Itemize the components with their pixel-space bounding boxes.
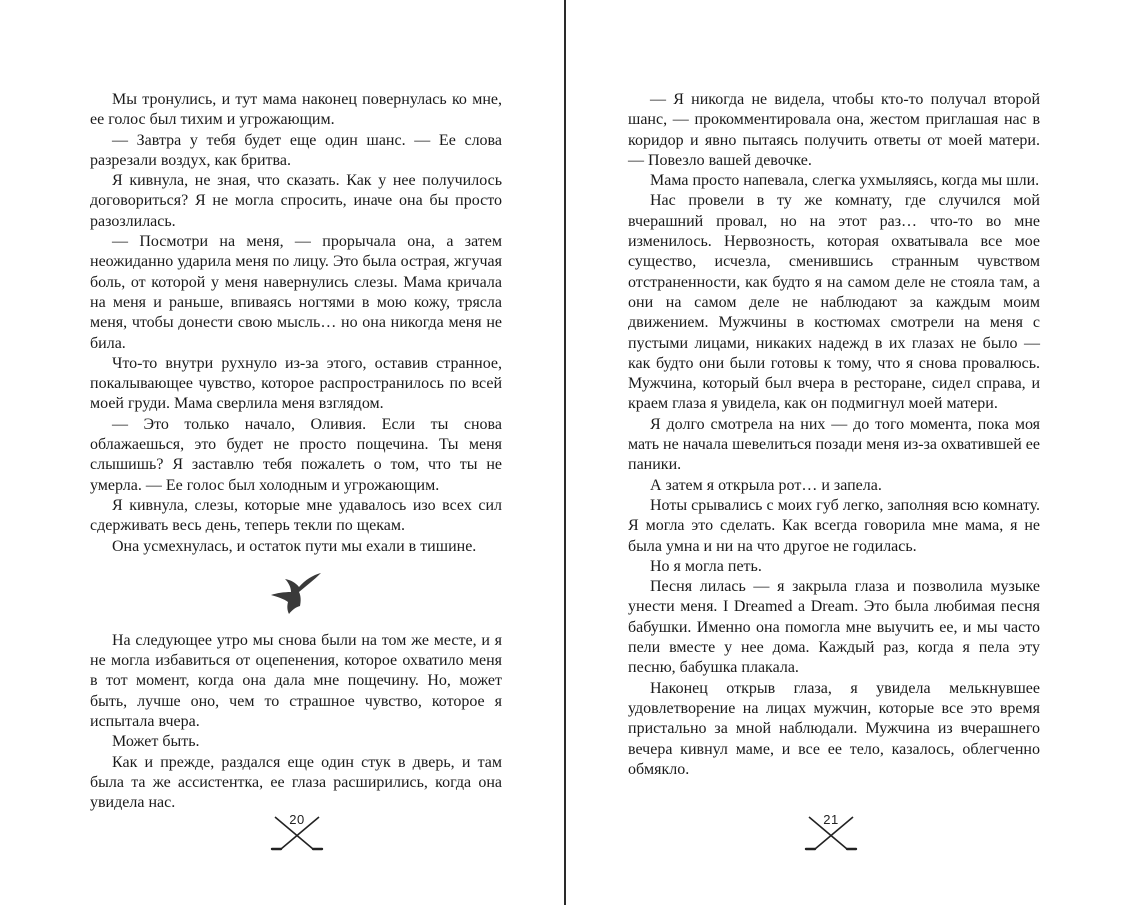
paragraph: Я кивнула, не зная, что сказать. Как у нее получилось договориться? Я не могла спросить, иначе она бы просто разозлилась.	[90, 172, 502, 230]
paragraph: — Это только начало, Оливия. Если ты снова облажаешься, это будет не просто пощечина. Ты меня слышишь? Я заставлю тебя пожалеть о том, что ты не умерла. — Ее голос был холодным и угрожающим.	[90, 415, 502, 494]
paragraph: Наконец открыв глаза, я увидела мелькнувшее удовлетворение на лицах мужчин, которые все это время пристально за мной наблюдали. Мужчина из вчерашнего вечера кивнул маме, и все ее тело, казалось, облегченно обмякло.	[628, 679, 1040, 778]
paragraph: — Завтра у тебя будет еще один шанс. — Ее слова разрезали воздух, как бритва.	[90, 131, 502, 169]
paragraph: Мы тронулись, и тут мама наконец повернулась ко мне, ее голос был тихим и угрожающим.	[90, 91, 502, 129]
paragraph: Мама просто напевала, слегка ухмыляясь, когда мы шли.	[650, 172, 1040, 190]
left-page	[90, 90, 502, 814]
paragraph: Может быть.	[112, 733, 200, 751]
paragraph: Как и прежде, раздался еще один стук в дверь, и там была та же ассистентка, ее глаза расширились, когда она увидела нас.	[90, 753, 502, 812]
paragraph: Я кивнула, слезы, которые мне удавалось изо всех сил сдерживать весь день, теперь текли по щекам.	[90, 496, 502, 535]
paragraph: А затем я открыла рот… и запела.	[650, 476, 882, 494]
paragraph: Я долго смотрела на них — до того момента, пока моя мать не начала шевелиться позади меня из-за охватившей ее паники.	[628, 415, 1040, 474]
paragraph: Что-то внутри рухнуло из-за этого, оставив странное, покалывающее чувство, которое распространилось по всей моей груди. Мама сверлила меня взглядом.	[90, 354, 502, 413]
page-number-folio	[267, 814, 327, 856]
page-number: 21	[823, 812, 839, 827]
paragraph: Она усмехнулась, и остаток пути мы ехали в тишине.	[112, 537, 477, 555]
paragraph: — Посмотри на меня, — прорычала она, а затем неожиданно ударила меня по лицу. Это была острая, жгучая боль, от которой у меня навернулись слезы. Мама кричала на меня и раньше, впиваясь ногтями в мою кожу, трясла меня, чтобы донести свою мысль… но она никогда меня не била.	[90, 233, 502, 352]
right-page	[628, 90, 1040, 780]
paragraph: На следующее утро мы снова были на том же месте, и я не могла избавиться от оцепенения, которое охватило меня в тот момент, когда она дала мне пощечину. Но, может быть, лучше оно, чем то страшное чувство, которое я испытала вчера.	[90, 631, 502, 731]
paragraph: Ноты срывались с моих губ легко, заполняя всю комнату. Я могла это сделать. Как всегда говорила мне мама, я не была умна и ни на что другое не годилась.	[628, 496, 1040, 555]
page-number: 20	[289, 812, 305, 827]
paragraph: Но я могла петь.	[650, 557, 762, 575]
paragraph: Песня лилась — я закрыла глаза и позволила музыке унести меня. I Dreamed a Dream. Это была любимая песня бабушки. Именно она помогла мне выучить ее, и мы часто пели вместе у нее дома. Каждый раз, когда я пела эту песню, бабушка плакала.	[628, 578, 1040, 677]
spine-gutter	[564, 0, 566, 905]
paragraph: — Я никогда не видела, чтобы кто-то получал второй шанс, — прокомментировала она, жестом приглашая нас в коридор и явно пытаясь получить ответы от моей матери. — Повезло вашей девочке.	[628, 91, 1040, 169]
page-number-folio	[801, 814, 861, 856]
scene-break-ornament	[90, 557, 502, 631]
paragraph: Нас провели в ту же комнату, где случился мой вчерашний провал, но на этот раз… что-то во мне изменилось. Нервозность, которая охватывала все мое существо, исчезла, сменившись странным чувством отстраненности, как будто я на самом деле не стояла там, а они на самом деле не наблюдают за каждым моим движением. Мужчины в костюмах смотрели на меня с пустыми лицами, никаких надежд в их глазах не было — как будто они были готовы к тому, что я снова провалюсь. Мужчина, который был вчера в ресторане, сидел справа, и краем глаза я увидела, как он подмигнул моей матери.	[628, 192, 1040, 413]
bird-silhouette-icon	[269, 571, 323, 617]
